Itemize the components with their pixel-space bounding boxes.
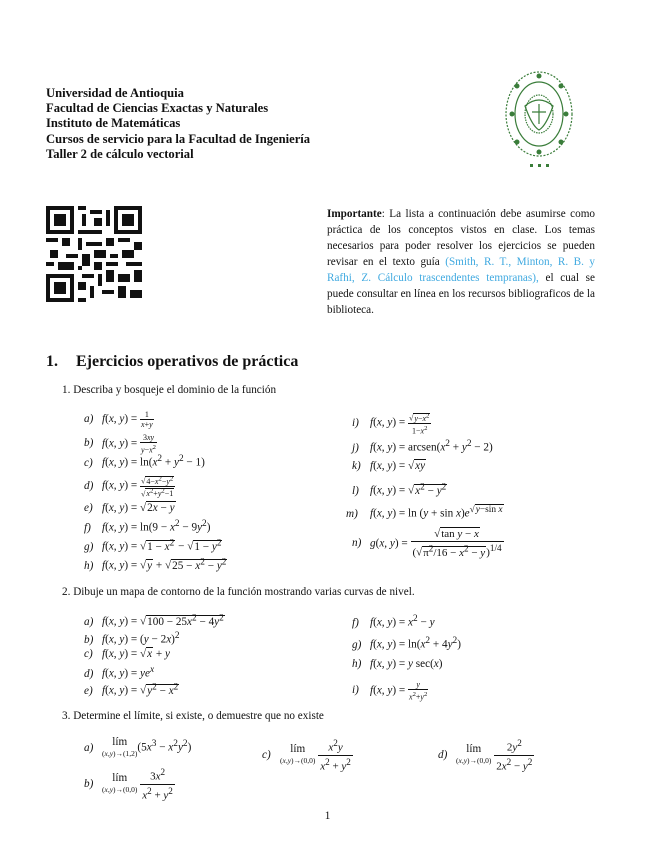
problem-2-statement: 2. Dibuje un mapa de contorno de la función mostrando varias curvas de nivel. [62,586,415,598]
note-text-end: el cual se puede consultar en línea en los recursos bibliograficos de la biblioteca. [327,272,595,316]
p1-item-f: f) f(x, $y) = \ln(9 - x^2 - 9y^2)$ [84,519,211,534]
item-label: d) [84,479,94,492]
lim-word: lím [466,743,482,756]
university-seal-icon [502,66,576,170]
p3-item-c: c) lím (x,y)→(0,0) $\frac{x^2y}{x^2 + y^2}$ [262,738,351,773]
item-label: b) [84,633,94,646]
lim-word: lím [112,736,128,748]
item-label: d) [438,748,448,761]
p2-item-d: d) f(x, $y) = ye^x$ [84,665,155,680]
header-line: Cursos de servicio para la Facultad de Ingeniería [46,131,311,146]
p1-item-j: j) f(x, $y) = arcsen(x^2 + y^2 - 2)$ [352,439,493,454]
p3-item-b: b) lím (x,y)→(0,0) $\frac{3x^2}{x^2 + y^2}$ [84,767,173,802]
p3-item-a: a) lím (x,y)→(1,2) $(5x^3 - x^2y^2)$ [84,736,192,758]
qr-code-icon [46,206,142,302]
item-label: i) [352,684,359,697]
problem-1-statement: 1. Describa y bosqueje el dominio de la función [62,384,277,396]
p2-item-i: i) f(x, y) = $\frac{y}{x^2+y^2}$ [352,680,428,702]
section-title-text: Ejercicios operativos de práctica [76,353,299,370]
p2-item-f: f) f(x, $y) = x^2 - y$ [352,614,435,629]
header-line: Facultad de Ciencias Exactas y Naturales [46,101,269,116]
p3-item-d: d) lím (x,y)→(0,0) $\frac{2y^2}{2x^2 - y^2}$ [438,738,533,773]
p2-item-c: c) f(x, y) = √x + y [84,648,170,660]
item-label: a) [84,741,94,754]
lim-word: lím [112,772,128,785]
p1-item-b: b) f(x, y) = $\frac{3xy}{y-x^2}$ [84,433,156,455]
p1-item-k: k) f(x, y) = √xy [352,460,426,472]
p2-item-e: e) f(x, $y) = √y^2 - x^2$ [84,682,179,697]
section-number: 1. [46,353,58,370]
p1-item-g: g) f(x, $y) = √1 - x^2 - √1 - y^2$ [84,538,222,553]
item-label: f) [84,521,91,534]
item-label: i) [352,416,359,429]
item-label: a) [84,615,94,628]
p2-item-h: h) f(x, y) = y sec(x) [352,658,443,670]
item-label: m) [346,507,358,520]
item-label: b) [84,777,94,790]
header-line: Instituto de Matemáticas [46,116,181,131]
problem-3-statement: 3. Determine el límite, si existe, o demuestre que no existe [62,710,324,722]
p1-item-c: c) f(x, $y) = \ln(x^2 + y^2 - 1)$ [84,454,205,469]
p1-item-l: l) f(x, $y) = √x^2 - y^2$ [352,482,447,497]
p1-item-e: e) f(x, y) = √2x − y [84,502,175,514]
p1-item-i: i) f(x, y) = $\frac{√y-x^2}{1-x^2}$ [352,412,430,436]
item-label: d) [84,667,94,680]
note-bold: Importante [327,208,382,220]
header-line: Taller 2 de cálculo vectorial [46,146,194,161]
page-number: 1 [324,810,331,822]
document-header [46,86,310,162]
p2-item-g: g) f(x, $y) = \ln(x^2 + 4y^2)$ [352,636,461,651]
note-text: : La lista a continuación debe asumirse como práctica de los conceptos vistos en clase. Los temas necesarios para poder resolver los ejercicios se pueden revisar en el texto guía [327,208,595,268]
p1-item-a: a) f(x, y) = $\frac{1}{x+y}$ [84,410,153,429]
header-line: Universidad de Antioquia [46,86,184,100]
item-label: b) [84,437,94,450]
textbook-link[interactable]: (Smith, R. T., Minton, R. B. y Rafhi, Z. Cálculo trascendentes tempranas), [327,256,595,284]
item-label: c) [84,648,93,660]
item-label: k) [352,460,361,472]
item-label: l) [352,484,359,497]
item-label: g) [352,638,362,651]
item-label: c) [262,748,271,761]
section-title [46,353,298,371]
p1-item-n: n) g(x, y) = $\frac{\text{√tan y − x}}{(√\pi^2/16 - x^2 - y)^{1/4}}$ [352,528,502,559]
item-label: n) [352,537,362,550]
item-label: f) [352,616,359,629]
item-label: e) [84,502,93,514]
item-label: a) [84,413,94,426]
p1-item-d: d) f(x, y) = $\frac{√4-x^2-y^2}{√x^2+y^2-1}$ [84,475,174,499]
important-note [327,206,595,318]
item-label: h) [84,559,94,572]
p2-item-a: a) f(x, $y) = √100 - 25x^2 - 4y^2$ [84,613,224,628]
p2-item-b: b) f(x, $y) = (y - 2x)^2$ [84,631,180,646]
item-label: h) [352,658,362,670]
item-label: j) [352,441,359,454]
item-label: g) [84,540,94,553]
lim-word: lím [290,743,306,756]
item-label: e) [84,684,93,697]
p1-item-h: h) f(x, $y) = √y + √25 - x^2 - y^2$ [84,557,227,572]
p1-item-m: m) f(x, $y) = \ln (y + \sin x)e^{√y-sin x}$ [346,505,503,520]
item-label: c) [84,456,93,469]
